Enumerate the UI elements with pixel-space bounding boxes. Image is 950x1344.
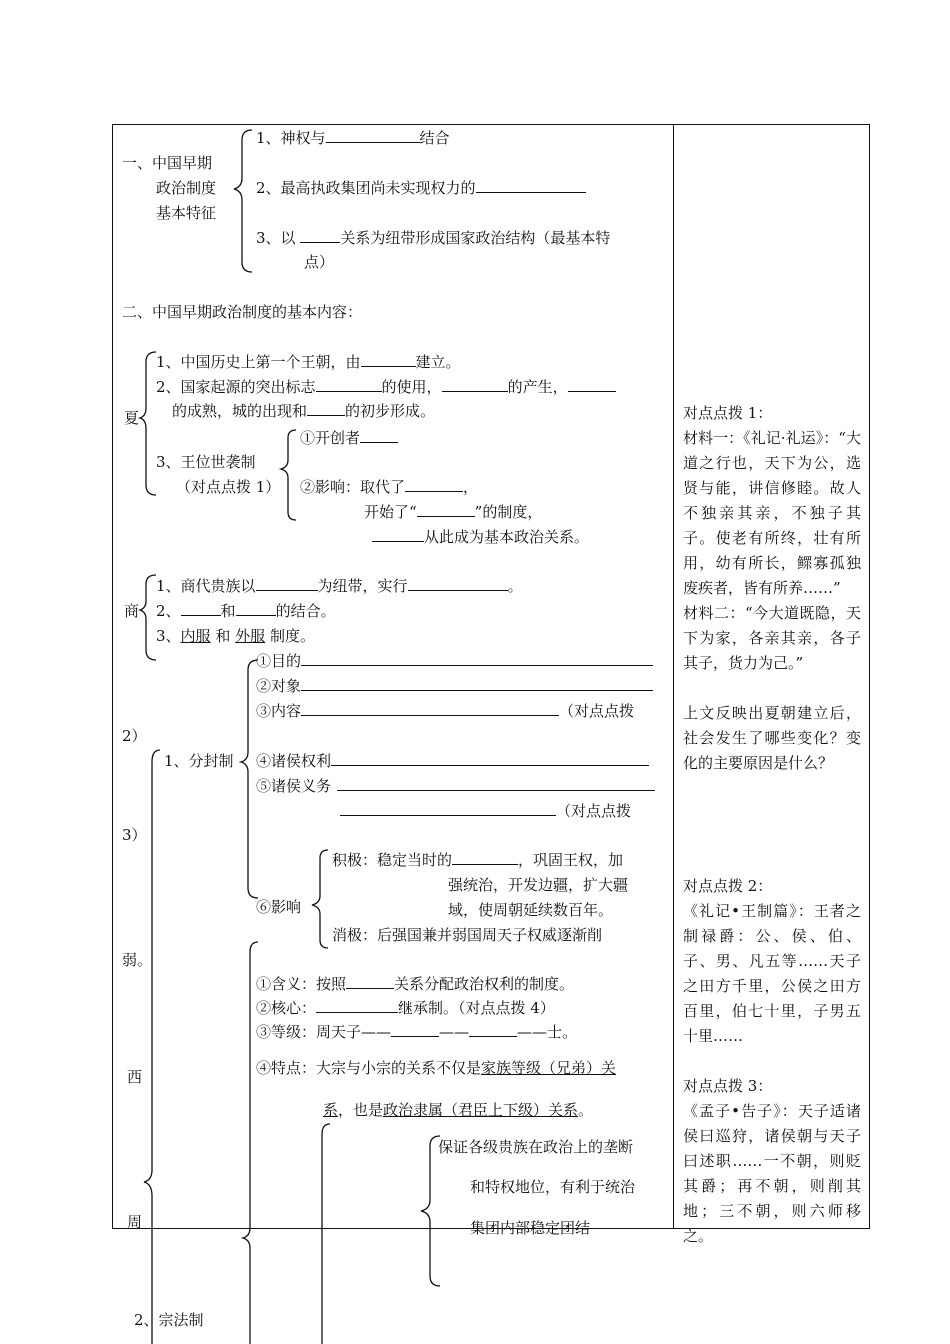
fenfeng-f1	[256, 651, 653, 671]
shang-line3	[156, 626, 315, 646]
blank[interactable]	[300, 228, 340, 243]
blank[interactable]	[417, 502, 475, 517]
blank[interactable]	[316, 377, 382, 392]
xia-s3-post: ”的制度，	[474, 503, 543, 521]
z1-post: 关系分配政治权利的制度。	[394, 975, 575, 993]
note-1-body2: 材料二：“今大道既隐，天下为家，各亲其亲，各子其子，货力为己。”	[683, 604, 861, 672]
note-2-body: 《礼记•王制篇》：王者之制禄爵：公、侯、伯、子、男、凡五等……天子之田方千里，公侯之田方百里，伯七十里，子男五十里……	[683, 902, 861, 1045]
z4b-ul2: 政治隶属（君臣上下级）关系	[383, 1101, 579, 1119]
zongfa-z5c: 集团内部稳定团结	[470, 1219, 591, 1237]
spacer	[683, 676, 861, 701]
note-1	[683, 401, 861, 776]
xia-sub4	[372, 527, 589, 547]
f2-text: ②对象	[256, 677, 302, 695]
blank[interactable]	[442, 377, 508, 392]
xia-l1-post: 建立。	[415, 353, 461, 371]
brace-sec1	[234, 130, 252, 272]
pos-pre: 积极：稳定当时的	[332, 851, 453, 869]
note-3-body: 《孟子•告子》：天子适诸侯曰巡狩，诸侯朝与天子曰述职……一不朝，则贬其爵；再不朝，则削其地；三不朝，则六师移之。	[683, 1102, 861, 1245]
sec1-item3-cont: 点）	[304, 253, 335, 271]
blank[interactable]	[452, 850, 518, 865]
z4-pre: ④特点：大宗与小宗的关系不仅是	[256, 1059, 482, 1077]
blank[interactable]	[469, 1022, 517, 1037]
sec1-title-line2: 政治制度	[156, 179, 217, 197]
xia-s3-pre: 开始了“	[364, 503, 417, 521]
shang-l3-inner: 内服	[180, 627, 211, 645]
shang-label: 商	[124, 602, 140, 620]
sec1-item2-text: 2、最高执政集团尚未实现权力的	[256, 179, 476, 197]
shang-line1	[156, 576, 523, 596]
z2-pre: ②核心：	[256, 999, 317, 1017]
shang-l3-post: 制度。	[269, 627, 315, 645]
blank[interactable]	[405, 477, 463, 492]
blank[interactable]	[408, 576, 508, 591]
zhou-side-5: 周	[127, 1213, 143, 1231]
xia-sub1	[300, 428, 398, 448]
brace-shang	[140, 575, 156, 660]
influence-positive	[332, 850, 623, 870]
xia-s4-text: 从此成为基本政治关系。	[424, 528, 590, 546]
z4-ul1: 家族等级（兄弟）关	[481, 1059, 617, 1077]
xia-s2-pre: ②影响：取代了	[300, 478, 406, 496]
blank[interactable]	[476, 178, 586, 193]
blank[interactable]	[361, 352, 416, 367]
blank[interactable]	[301, 651, 653, 666]
note-3	[683, 1074, 861, 1249]
f5-note: （对点点拨	[556, 802, 632, 820]
fenfeng-f5	[256, 776, 655, 796]
fenfeng-f2	[256, 676, 653, 696]
pos-post: ，巩固王权，加	[518, 851, 624, 869]
sec1-title-line1: 一、中国早期	[122, 154, 213, 172]
blank[interactable]	[307, 401, 345, 416]
influence-positive-2: 强统治，开发边疆，扩大疆	[448, 876, 629, 894]
zhou-side-3: 弱。	[122, 951, 153, 969]
sec1-item1	[256, 128, 450, 148]
blank[interactable]	[337, 776, 655, 791]
blank[interactable]	[316, 998, 398, 1013]
xia-line3-note: （对点点拨 1）	[176, 478, 281, 496]
shang-l1-pre: 1、商代贵族以	[156, 577, 256, 595]
brace-xia-sub	[281, 430, 296, 520]
blank[interactable]	[568, 377, 616, 392]
sec1-item1-post: 结合	[419, 129, 450, 147]
xia-l1-pre: 1、中国历史上第一个王朝，由	[156, 353, 361, 371]
influence-positive-3: 域，使周朝延续数百年。	[448, 901, 614, 919]
zongfa-z2	[256, 998, 555, 1018]
note-2-title: 对点点拨 2：	[683, 877, 773, 895]
zhou-side-4: 西	[127, 1068, 143, 1086]
sec1-item3	[256, 228, 610, 248]
shang-l1-post: 。	[507, 577, 523, 595]
shang-l2-mid: 和	[220, 602, 236, 620]
zongfa-z1	[256, 974, 574, 994]
z4b-ul: 系	[323, 1101, 339, 1119]
z2-post: 继承制。（对点点拨 4）	[398, 999, 555, 1017]
blank[interactable]	[331, 751, 649, 766]
xia-l2-mid1: 的使用，	[381, 378, 442, 396]
note-2	[683, 874, 861, 1049]
note-1-question: 上文反映出夏朝建立后，社会发生了哪些变化？变化的主要原因是什么？	[683, 704, 861, 772]
fenfeng-f4	[256, 751, 649, 771]
xia-label: 夏	[124, 409, 140, 427]
brace-influence	[312, 850, 328, 948]
zongfa-z5b: 和特权地位，有利于统治	[470, 1178, 636, 1196]
sec1-item3-post: 关系为纽带形成国家政治结构（最基本特	[340, 229, 611, 247]
brace-z5-outer	[322, 1124, 330, 1344]
f1-text: ①目的	[256, 652, 302, 670]
f4-text: ④诸侯权利	[256, 752, 332, 770]
blank[interactable]	[326, 128, 420, 143]
xia-sub3	[364, 502, 542, 522]
shang-l1-mid: 为纽带，实行	[317, 577, 408, 595]
blank[interactable]	[346, 974, 394, 989]
xia-s1-text: ①开创者	[300, 429, 361, 447]
shang-l2-post: 的结合。	[275, 602, 336, 620]
xia-line2b	[172, 401, 435, 421]
fenfeng-f6: ⑥影响	[256, 898, 302, 916]
xia-line3: 3、王位世袭制	[156, 453, 256, 471]
fenfeng-f3	[256, 701, 634, 721]
zongfa-z3	[256, 1022, 577, 1042]
xia-l2b-post: 的初步形成。	[345, 402, 436, 420]
sec1-title-line3: 基本特征	[156, 204, 217, 222]
zongfa-z5a: 保证各级贵族在政治上的垄断	[438, 1138, 634, 1156]
fenfeng-label: 1、分封制	[164, 752, 234, 770]
fenfeng-f5-cont	[340, 801, 631, 821]
zhou-side-2: 3）	[122, 826, 147, 844]
z1-pre: ①含义：按照	[256, 975, 347, 993]
shang-l3-mid: 和	[215, 627, 231, 645]
xia-sub2	[300, 477, 478, 497]
sec1-item1-pre: 1、神权与	[256, 129, 326, 147]
zongfa-z4b	[323, 1100, 593, 1120]
f5-text: ⑤诸侯义务	[256, 777, 332, 795]
f3-text: ③内容	[256, 702, 302, 720]
shang-l2-pre: 2、	[156, 602, 181, 620]
xia-l2-mid2: 的产生，	[507, 378, 568, 396]
blank[interactable]	[372, 527, 424, 542]
z3-mid: ——	[439, 1023, 470, 1041]
zongfa-label: 2、宗法制	[134, 1311, 204, 1329]
xia-line2	[156, 377, 616, 397]
shang-l3-outer: 外服	[235, 627, 266, 645]
note-1-title: 对点点拨 1：	[683, 404, 773, 422]
xia-l2-pre: 2、国家起源的突出标志	[156, 378, 316, 396]
note-1-body: 材料一：《礼记·礼运》：“大道之行也，天下为公，选贤与能，讲信修睦。故人不独亲其亲，不独子其子。使老有所终，壮有所用，幼有所长，鳏寡孤独废疾者，皆有所养……”	[683, 429, 861, 597]
blank[interactable]	[181, 601, 221, 616]
xia-line1	[156, 352, 461, 372]
xia-l2b-pre: 的成熟，城的出现和	[172, 402, 308, 420]
blank[interactable]	[236, 601, 276, 616]
xia-s2-post: ，	[463, 478, 479, 496]
sec1-item2	[256, 178, 586, 198]
zongfa-z4	[256, 1058, 616, 1078]
brace-z5	[421, 1136, 440, 1286]
z4b-post: 。	[578, 1101, 594, 1119]
z3-post: ——士。	[517, 1023, 578, 1041]
z3-pre: ③等级：周天子——	[256, 1023, 392, 1041]
f3-note: （对点点拨	[559, 702, 635, 720]
shang-l3-pre: 3、	[156, 627, 181, 645]
brace-xia	[140, 352, 156, 495]
sec2-title: 二、中国早期政治制度的基本内容：	[122, 303, 363, 321]
blank[interactable]	[256, 576, 318, 591]
influence-negative: 消极：后强国兼并弱国周天子权威逐渐削	[332, 926, 603, 944]
note-3-title: 对点点拨 3：	[683, 1077, 773, 1095]
zhou-side-1: 2）	[122, 727, 147, 745]
blank[interactable]	[301, 676, 653, 691]
blank[interactable]	[301, 701, 559, 716]
blank[interactable]	[360, 428, 398, 443]
blank[interactable]	[391, 1022, 439, 1037]
z4b-mid: ，也是	[338, 1101, 384, 1119]
blank[interactable]	[340, 801, 556, 816]
shang-line2	[156, 601, 336, 621]
sec1-item3-pre: 3、以	[256, 229, 296, 247]
